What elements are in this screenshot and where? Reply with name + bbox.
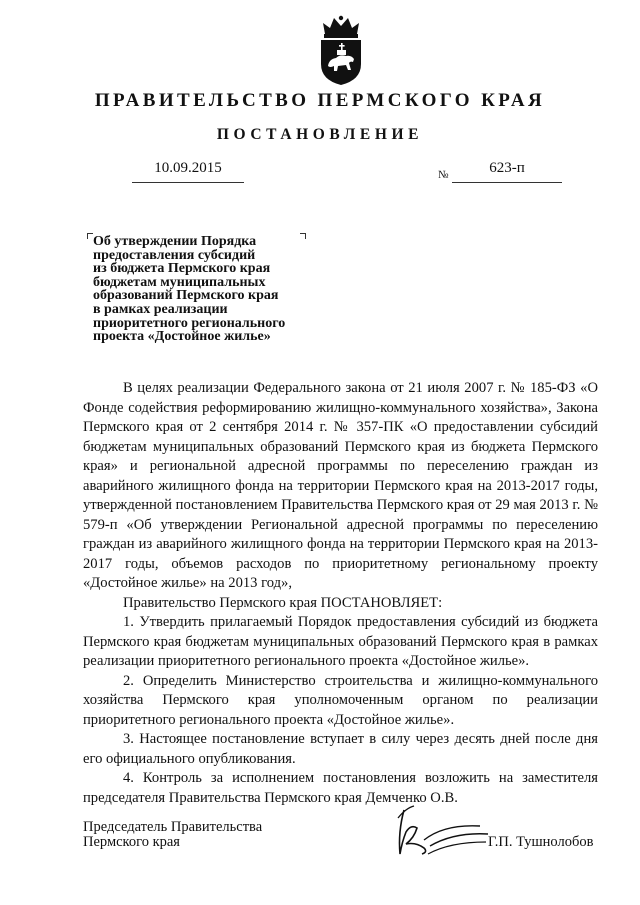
resolution-item: 4. Контроль за исполнением постановления возложить на заместителя председателя Правительства Пермского края Демченко О.В.	[83, 770, 598, 806]
document-date: 10.09.2015	[132, 160, 244, 183]
subject-line: проекта «Достойное жилье»	[93, 329, 271, 345]
resolution-item: 2. Определить Министерство строительства и жилищно-коммунального хозяйства Пермского края уполномоченным органом по реализации приоритетного регионального проекта «Достойное жилье».	[83, 672, 598, 728]
number-label: №	[438, 169, 449, 181]
resolves-paragraph: Правительство Пермского края ПОСТАНОВЛЯЕТ:	[123, 594, 443, 611]
signer-position-line: Председатель Правительства	[83, 819, 263, 835]
document-body	[83, 379, 598, 808]
government-title: ПРАВИТЕЛЬСТВО ПЕРМСКОГО КРАЯ	[94, 90, 546, 111]
perm-krai-coat-of-arms-icon	[318, 14, 364, 86]
signer-position	[83, 820, 262, 850]
signer-name: Г.П. Тушнолобов	[488, 834, 594, 850]
document-number: 623-п	[452, 160, 562, 183]
subject-line: предоставления субсидий	[93, 247, 256, 263]
handwritten-signature	[384, 802, 494, 862]
subject-line: в рамках реализации	[93, 301, 228, 317]
document-type: ПОСТАНОВЛЕНИЕ	[216, 126, 424, 143]
resolution-item: 3. Настоящее постановление вступает в силу через десять дней после дня его официального опубликования.	[83, 731, 598, 767]
subject-line: приоритетного регионального	[93, 315, 286, 331]
subject-line: образований Пермского края	[93, 288, 279, 304]
subject-line: из бюджета Пермского края	[93, 261, 271, 277]
document-subject	[93, 235, 308, 344]
signer-position-line: Пермского края	[83, 834, 180, 850]
subject-line: Об утверждении Порядка	[93, 234, 257, 249]
subject-line: бюджетам муниципальных	[93, 274, 266, 290]
resolution-item: 1. Утвердить прилагаемый Порядок предоставления субсидий из бюджета Пермского края бюджетам муниципальных образований Пермского края в рамках реализации приоритетного регионального проекта «Достойное жилье».	[83, 614, 598, 669]
preamble-paragraph: В целях реализации Федерального закона от 21 июля 2007 г. № 185-ФЗ «О Фонде содействия реформированию жилищно-коммунального хозяйства», Закона Пермского края от 2 сентября 2014 г. № 357-ПК «О предоставлении субсидий бюджетам муниципальных образований Пермского края из бюджета Пермского края» и региональной адресной программы по переселению граждан из аварийного жилищного фонда на территории Пермского края на 2013-2017 годы, утвержденной постановлением Правительства Пермского края от 29 мая 2013 г. № 579-п «Об утверждении Региональной адресной программы по переселению граждан из аварийного жилищного фонда на территории Пермского края на 2013-2017 годы, объемов расходов по приоритетному региональному проекту «Достойное жилье» на 2013 год»,	[83, 380, 598, 591]
